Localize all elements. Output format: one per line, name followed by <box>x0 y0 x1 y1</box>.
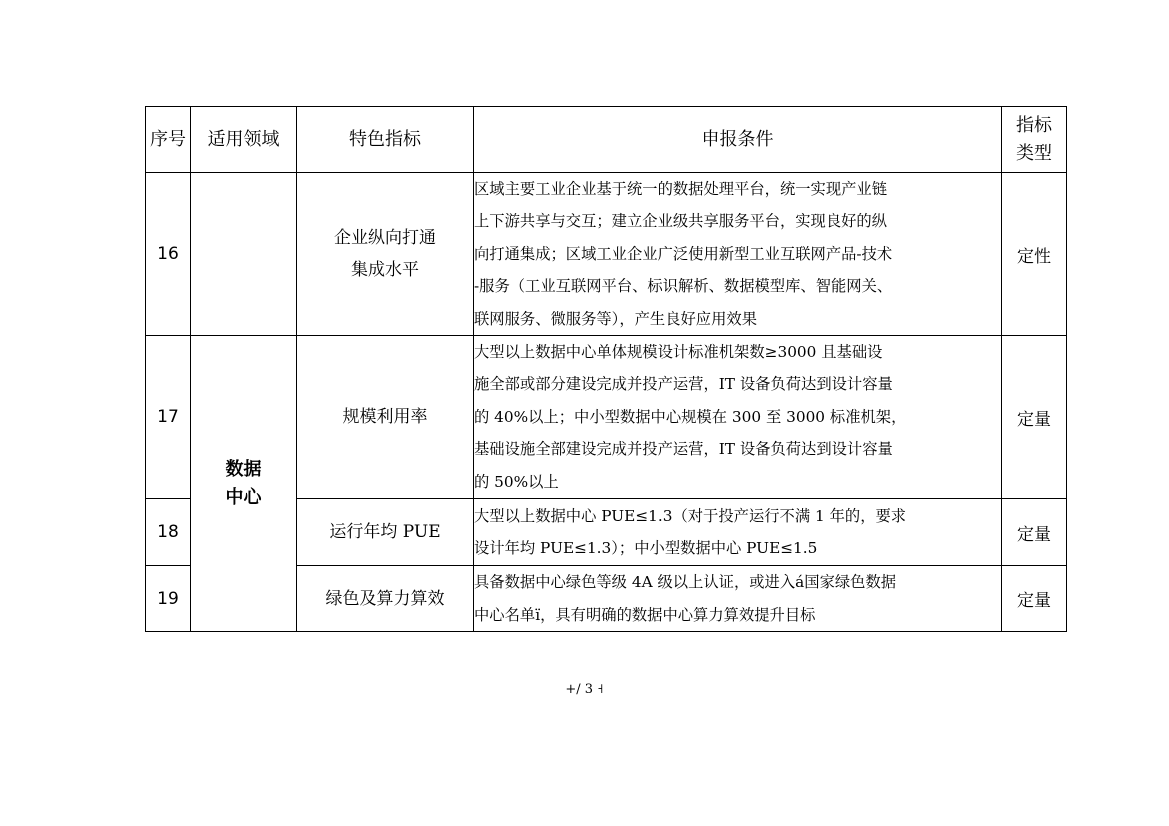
condition-line: 大型以上数据中心 PUE≤1.3（对于投产运行不满 1 年的，要求 <box>474 506 907 525</box>
domain-label-line1: 数据 <box>225 458 262 480</box>
condition-cell <box>474 566 1002 632</box>
table-row <box>146 173 1067 336</box>
header-row <box>146 107 1067 173</box>
header-applicable-domain: 适用领域 <box>191 107 297 173</box>
header-featured-indicator: 特色指标 <box>297 107 474 173</box>
requirements-table <box>145 106 1067 632</box>
condition-line: 向打通集成；区域工业企业广泛使用新型工业互联网产品-技术 <box>474 244 893 263</box>
condition-line: 大型以上数据中心单体规模设计标准机架数≥3000 且基础设 <box>474 343 883 362</box>
condition-line: 的 50%以上 <box>474 472 559 491</box>
row-number: 19 <box>146 566 191 632</box>
header-type-line2: 类型 <box>1016 142 1052 164</box>
indicator-type: 定量 <box>1002 336 1067 499</box>
condition-line: 设计年均 PUE≤1.3）；中小型数据中心 PUE≤1.5 <box>474 539 818 558</box>
indicator-line: 运行年均 PUE <box>329 522 441 543</box>
header-serial-number: 序号 <box>146 107 191 173</box>
domain-cell-empty <box>191 173 297 336</box>
indicator-line: 绿色及算力算效 <box>325 588 445 609</box>
indicator-cell <box>297 499 474 566</box>
row-number: 16 <box>146 173 191 336</box>
indicator-type: 定性 <box>1002 173 1067 336</box>
header-type-line1: 指标 <box>1016 114 1052 136</box>
condition-line: 施全部或部分建设完成并投产运营，IT 设备负荷达到设计容量 <box>474 375 893 394</box>
domain-cell-data-center <box>191 336 297 632</box>
indicator-cell <box>297 336 474 499</box>
indicator-line: 规模利用率 <box>342 407 428 428</box>
page-number: +/ 3 ˧ <box>565 682 604 697</box>
condition-cell <box>474 173 1002 336</box>
condition-line: -服务（工业互联网平台、标识解析、数据模型库、智能网关、 <box>474 277 893 296</box>
condition-cell <box>474 336 1002 499</box>
row-number: 17 <box>146 336 191 499</box>
condition-line: 区域主要工业企业基于统一的数据处理平台，统一实现产业链 <box>474 180 888 198</box>
condition-cell <box>474 499 1002 566</box>
condition-line: 具备数据中心绿色等级 4A 级以上认证，或进入á国家绿色数据 <box>474 573 897 592</box>
condition-line: 的 40%以上；中小型数据中心规模在 300 至 3000 标准机架， <box>474 407 907 426</box>
condition-line: 联网服务、微服务等），产生良好应用效果 <box>474 309 757 328</box>
indicator-cell <box>297 566 474 632</box>
indicator-type: 定量 <box>1002 566 1067 632</box>
indicator-line: 企业纵向打通 <box>334 228 436 249</box>
table-row <box>146 336 1067 499</box>
row-number: 18 <box>146 499 191 566</box>
indicator-cell <box>297 173 474 336</box>
condition-line: 基础设施全部建设完成并投产运营，IT 设备负荷达到设计容量 <box>474 440 893 459</box>
indicator-line: 集成水平 <box>351 260 419 281</box>
condition-line: 上下游共享与交互；建立企业级共享服务平台，实现良好的纵 <box>474 212 888 231</box>
indicator-type: 定量 <box>1002 499 1067 566</box>
header-conditions: 申报条件 <box>474 107 1002 173</box>
header-indicator-type <box>1002 107 1067 173</box>
domain-label-line2: 中心 <box>225 486 262 508</box>
condition-line: 中心名单ï，具有明确的数据中心算力算效提升目标 <box>474 605 816 624</box>
